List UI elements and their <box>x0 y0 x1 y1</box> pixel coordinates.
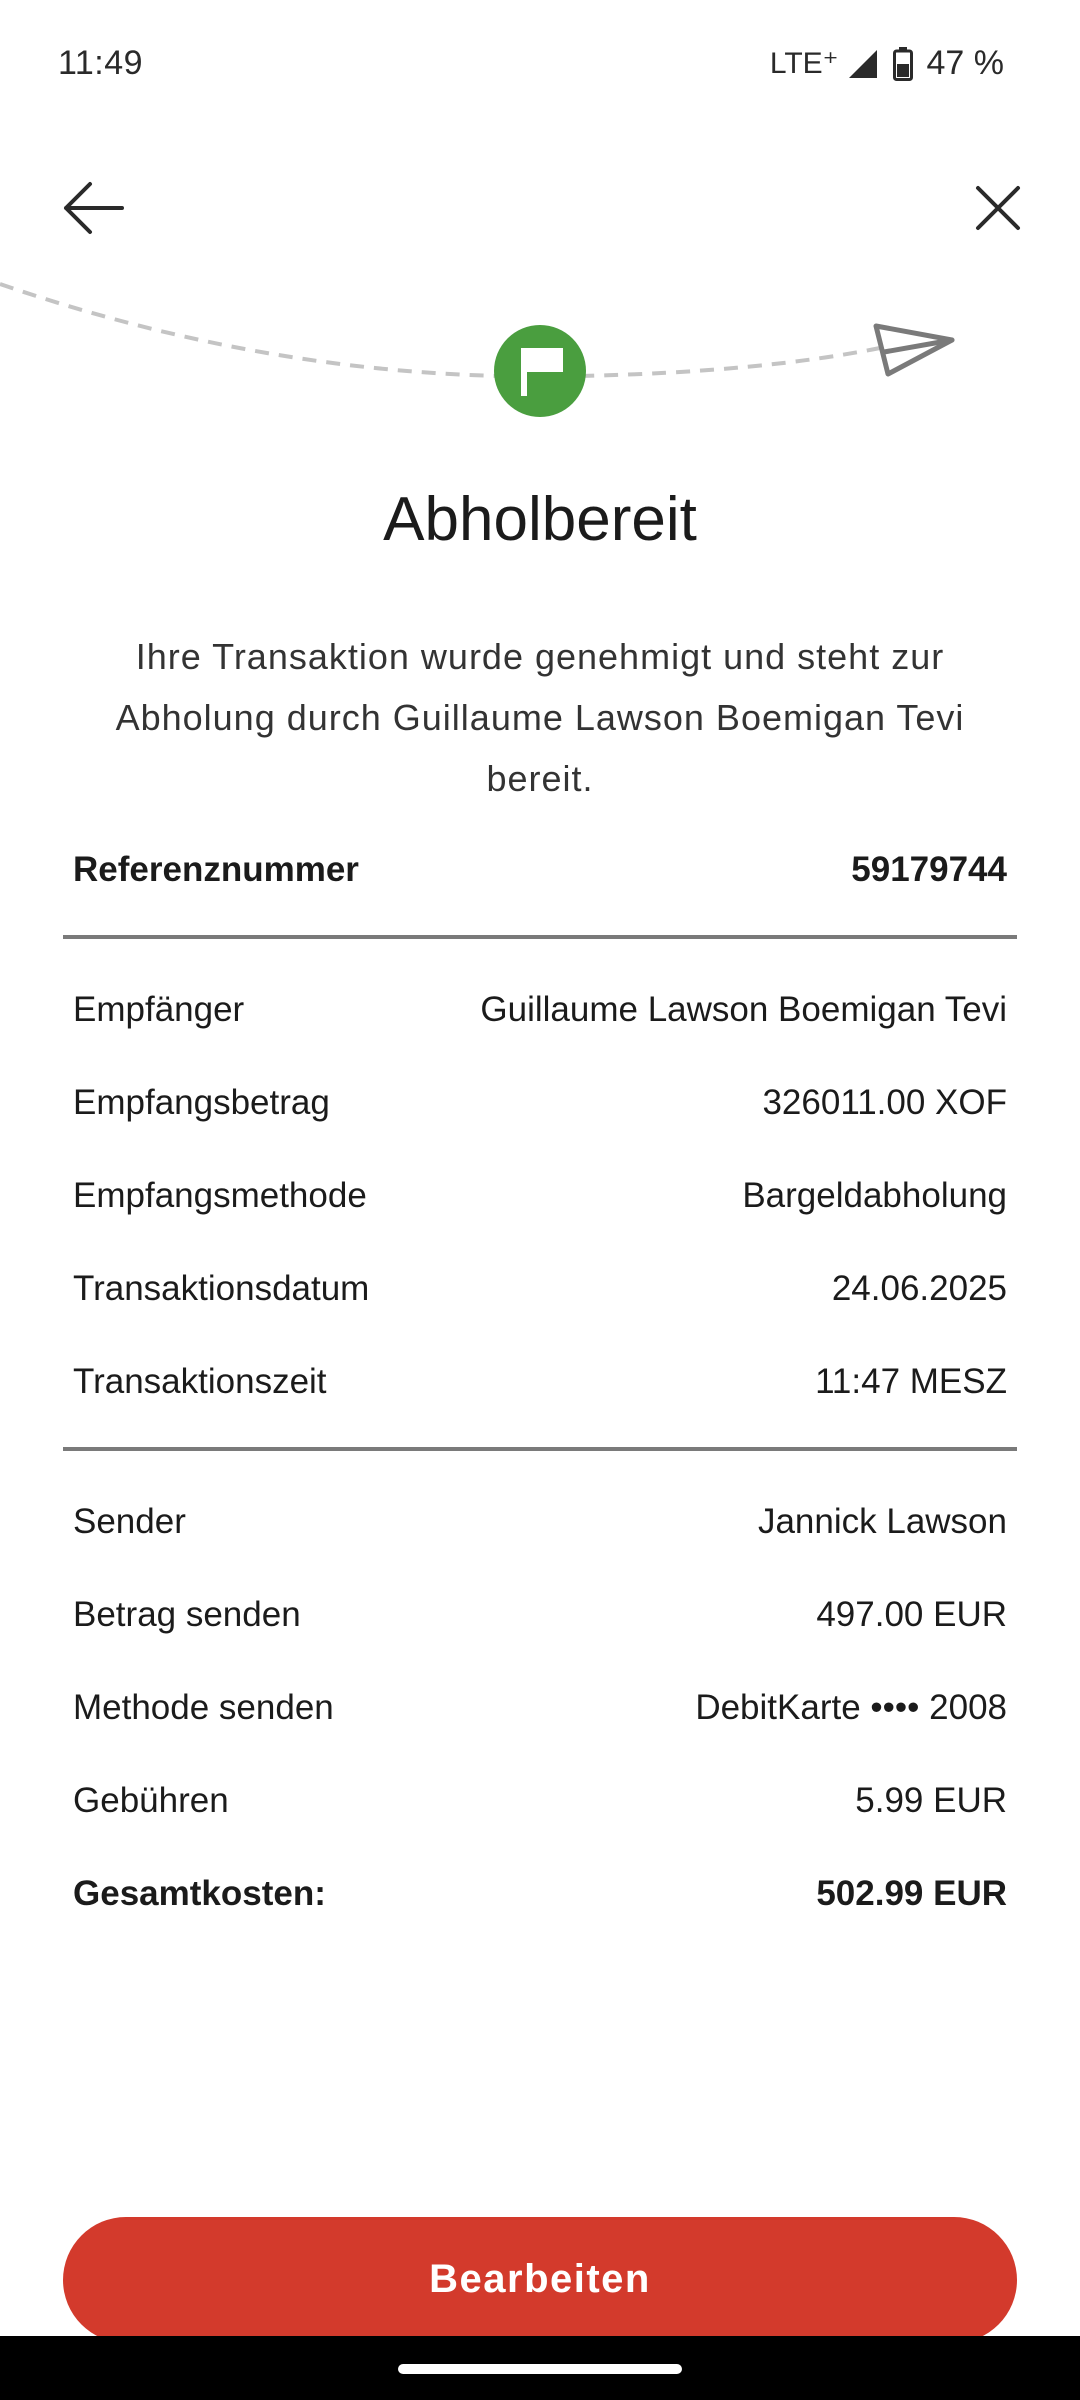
divider <box>63 935 1017 939</box>
detail-label: Empfangsmethode <box>73 1176 367 1215</box>
status-time: 11:49 <box>58 44 144 82</box>
paper-plane-icon <box>876 326 952 374</box>
detail-value: 497.00 EUR <box>816 1595 1007 1634</box>
detail-row-recipient <box>73 980 1007 1040</box>
total-row <box>73 1864 1007 1924</box>
detail-row-transaction-time <box>73 1352 1007 1412</box>
status-message: Ihre Transaktion wurde genehmigt und steht zur Abholung durch Guillaume Lawson Boemigan Tevi bereit. <box>115 636 965 799</box>
detail-row-fees <box>73 1771 1007 1831</box>
detail-label: Transaktionsdatum <box>73 1269 370 1308</box>
detail-value: Jannick Lawson <box>757 1502 1007 1541</box>
detail-value: 24.06.2025 <box>831 1269 1007 1308</box>
reference-label: Referenznummer <box>73 850 359 889</box>
detail-value: 5.99 EUR <box>855 1781 1007 1820</box>
detail-label: Transaktionszeit <box>73 1362 327 1401</box>
total-label: Gesamtkosten: <box>73 1874 326 1913</box>
detail-row-sender <box>73 1492 1007 1552</box>
status-title: Abholbereit <box>383 485 697 554</box>
detail-row-send-method <box>73 1678 1007 1738</box>
detail-label: Methode senden <box>73 1688 334 1727</box>
edit-button[interactable]: Bearbeiten <box>63 2217 1017 2343</box>
detail-row-receive-method <box>73 1166 1007 1226</box>
home-gesture-handle[interactable] <box>398 2364 682 2374</box>
battery-icon <box>893 47 913 81</box>
signal-icon <box>847 48 879 80</box>
detail-label: Betrag senden <box>73 1595 301 1634</box>
detail-label: Empfangsbetrag <box>73 1083 330 1122</box>
detail-label: Empfänger <box>73 990 245 1029</box>
detail-value: DebitKarte •••• 2008 <box>695 1688 1007 1727</box>
divider <box>63 1447 1017 1451</box>
detail-value: Bargeldabholung <box>742 1176 1007 1215</box>
detail-row-send-amount <box>73 1585 1007 1645</box>
detail-value: 11:47 MESZ <box>815 1362 1007 1401</box>
status-bar <box>0 0 1080 134</box>
detail-label: Gebühren <box>73 1781 229 1820</box>
detail-row-receive-amount <box>73 1073 1007 1133</box>
battery-level: 47 % <box>926 44 1004 82</box>
arrow-left-icon[interactable] <box>60 178 126 238</box>
detail-label: Sender <box>73 1502 186 1541</box>
detail-value: Guillaume Lawson Boemigan Tevi <box>480 990 1007 1029</box>
total-value: 502.99 EUR <box>816 1874 1007 1913</box>
flag-icon <box>494 325 586 417</box>
close-icon[interactable] <box>968 178 1028 238</box>
status-indicators <box>770 44 1004 83</box>
detail-row-transaction-date <box>73 1259 1007 1319</box>
transfer-route-illustration <box>0 260 1080 430</box>
detail-value: 326011.00 XOF <box>762 1083 1007 1122</box>
network-type: LTE⁺ <box>769 47 839 80</box>
reference-value: 59179744 <box>851 850 1007 889</box>
reference-row <box>73 840 1007 900</box>
